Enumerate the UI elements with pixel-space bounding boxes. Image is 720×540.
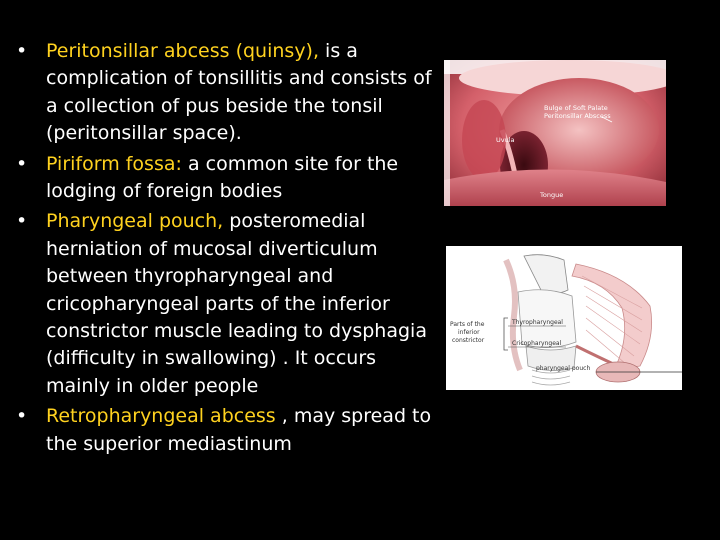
pharynx-diagram: [446, 246, 682, 390]
bullet-term: Peritonsillar abcess (quinsy),: [46, 40, 320, 62]
bullet-item-pouch: [14, 208, 444, 400]
bullet-text: posteromedial herniation of mucosal diverticulum between thyropharyngeal and cricopharyngeal parts of the inferior constrictor muscle leading to dysphagia (difficulty in swallowing) . It occurs mainly in older people: [46, 210, 427, 397]
bullet-term: Retropharyngeal abcess: [46, 405, 276, 428]
bullet-term: Piriform fossa:: [46, 152, 182, 175]
bullet-marker: •: [16, 152, 28, 175]
bullet-term: Pharyngeal pouch,: [46, 210, 224, 233]
photo-label-bulge-2: Peritonsillar Abscess: [544, 112, 611, 120]
bullet-marker: •: [16, 210, 28, 233]
diagram-label-parts-3: constrictor: [452, 337, 485, 344]
bullet-marker: •: [16, 40, 28, 62]
bullet-item-peritonsillar: [14, 38, 444, 148]
bullet-marker: •: [16, 405, 28, 428]
diagram-label-thyropharyngeal: Thyropharyngeal: [512, 319, 563, 326]
diagram-label-parts-2: inferior: [458, 329, 480, 336]
throat-photo-illustration: [444, 60, 666, 206]
photo-label-bulge-1: Bulge of Soft Palate: [544, 104, 608, 112]
bullet-item-retropharyngeal: [14, 403, 444, 458]
bullet-text: , may spread to the superior mediastinum: [46, 405, 432, 455]
diagram-label-pharyngeal-pouch: pharyngeal pouch: [536, 365, 591, 372]
bullet-text: a common site for the lodging of foreign bodies: [46, 152, 399, 203]
bullet-text: is a complication of tonsillitis and consists of a collection of pus beside the tonsil (peritonsillar space).: [46, 40, 432, 145]
throat-photo: [444, 60, 666, 206]
pharynx-diagram-illustration: [446, 246, 682, 390]
photo-label-tongue: Tongue: [540, 191, 564, 199]
bullet-item-piriform: [14, 151, 444, 206]
bullet-list: [14, 38, 444, 461]
diagram-label-cricopharyngeal: Cricopharyngeal: [512, 340, 562, 347]
diagram-label-parts-1: Parts of the: [450, 321, 485, 328]
photo-label-uvula: Uvula: [496, 136, 515, 144]
